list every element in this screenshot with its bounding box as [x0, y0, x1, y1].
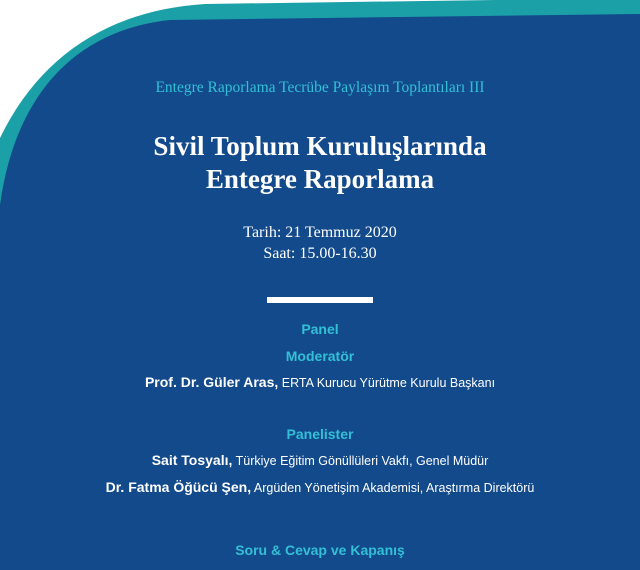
- panelist-name: Sait Tosyalı,: [151, 452, 233, 468]
- panelist-name: Dr. Fatma Öğücü Şen,: [105, 479, 252, 495]
- panelist-role: Türkiye Eğitim Gönüllüleri Vakfı, Genel Müdür: [235, 454, 489, 468]
- panel-heading: Panel: [301, 321, 339, 337]
- moderator-heading: Moderatör: [285, 348, 355, 364]
- event-time: Saat: 15.00-16.30: [263, 245, 377, 262]
- event-title-line-2: Entegre Raporlama: [205, 164, 435, 194]
- event-date: Tarih: 21 Temmuz 2020: [243, 224, 397, 241]
- event-title-line-1: Sivil Toplum Kuruluşlarında: [153, 131, 487, 161]
- event-series: Entegre Raporlama Tecrübe Paylaşım Toplantıları III: [155, 79, 485, 96]
- panelists-heading: Panelister: [286, 426, 354, 442]
- panelist-entry: [0, 479, 640, 495]
- closing-heading: Soru & Cevap ve Kapanış: [235, 542, 405, 558]
- moderator-name: Prof. Dr. Güler Aras,: [144, 374, 279, 390]
- moderator-role: ERTA Kurucu Yürütme Kurulu Başkanı: [281, 376, 496, 390]
- moderator-entry: [0, 374, 640, 390]
- panelist-entry: [0, 452, 640, 468]
- event-title: [0, 130, 640, 196]
- divider: [267, 297, 373, 303]
- panelist-role: Argüden Yönetişim Akademisi, Araştırma Direktörü: [253, 481, 535, 495]
